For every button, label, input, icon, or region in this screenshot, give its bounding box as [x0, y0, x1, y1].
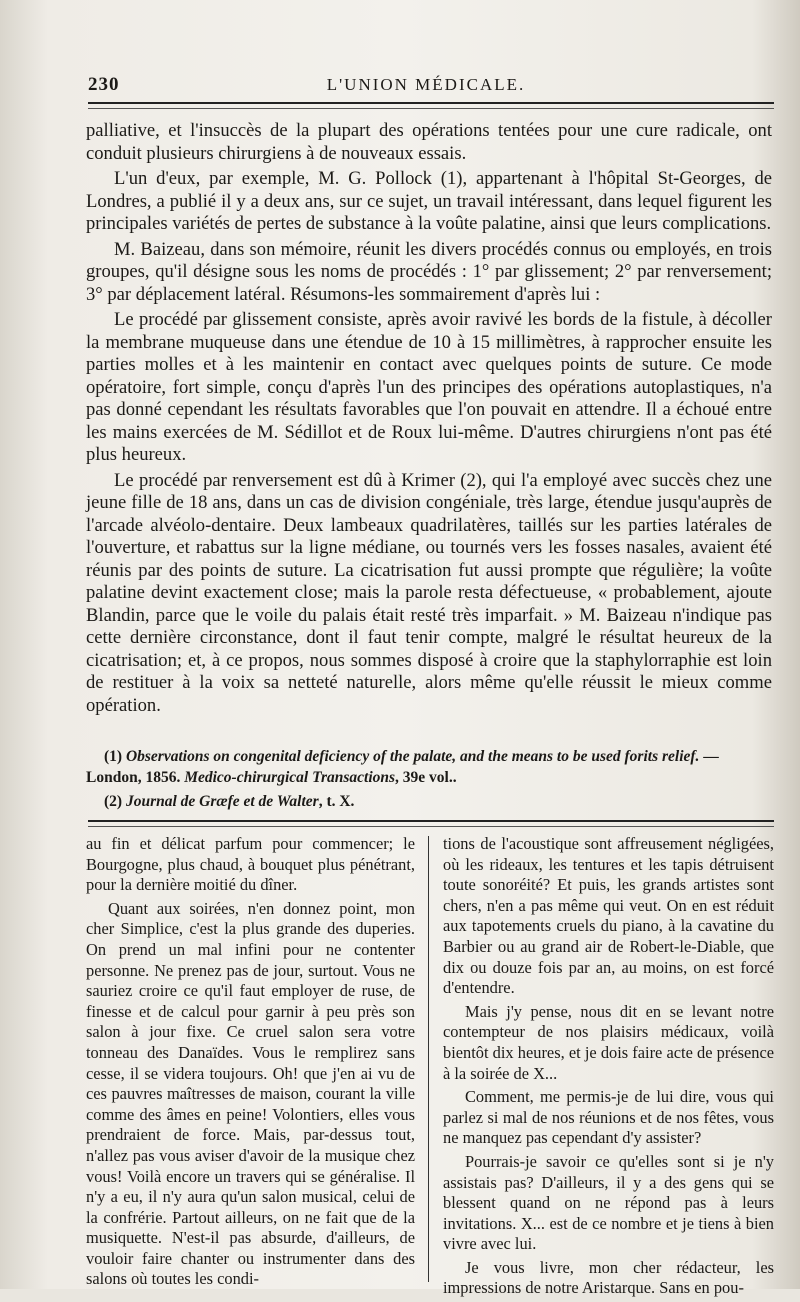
footnote-1 [86, 746, 772, 788]
footnote-text: — London, 1856. [86, 748, 719, 786]
footnote-text: , t. X. [318, 793, 355, 810]
paragraph: Le procédé par renversement est dû à Krimer (2), qui l'a employé avec succès chez une jeune fille de 18 ans, dans un cas de division congéniale, très large, étendue jusqu'auprès de l'arcade alvéolo-dentaire. Deux lambeaux quadrilatères, taillés sur les parties latérales de l'ouverture, et rabattus sur la ligne médiane, ou tournés vers les fosses nasales, avaient été réunis par des points de suture. La cicatrisation fut aussi prompte que régulière; la voûte palatine devint exactement close; mais la parole resta défectueuse, « probablement, ajoute Blandin, parce que le voile du palais était resté très imparfait. » M. Baizeau n'indique pas cette dernière circonstance, dont il faut tenir compte, malgré le résultat heureux de la cicatrisation; et, à ce propos, nous sommes disposé à croire que la staphylorraphie est loin de restituer à la voix sa netteté naturelle, alors même qu'elle réussit le mieux comme opération. [86, 469, 772, 716]
footnote-volume: , 39e vol.. [395, 769, 457, 786]
paragraph: Mais j'y pense, nous dit en se levant notre contempteur de nos plaisirs médicaux, voilà bientôt dix heures, et je dois faire acte de présence à la soirée de X... [443, 1001, 774, 1083]
main-article [86, 120, 772, 720]
column-divider [428, 836, 429, 1282]
paragraph: M. Baizeau, dans son mémoire, réunit les divers procédés connus ou employés, en trois groupes, qu'il désigne sous les noms de procédés : 1° par glissement; 2° par renversement; 3° par déplacement latéral. Résumons-les sommairement d'après lui : [86, 238, 772, 305]
footnote-marker: (2) [104, 793, 123, 810]
paragraph: Comment, me permis-je de lui dire, vous qui parlez si mal de nos réunions et de nos fêtes, vous ne manquez pas cependant d'y assister? [443, 1087, 774, 1148]
header-rule [88, 102, 774, 104]
footnotes [86, 746, 772, 815]
feuilleton-left-column [86, 834, 415, 1293]
paragraph: tions de l'acoustique sont affreusement négligées, où les rideaux, les tentures et les tapis détruisent toute sonoréité? Et puis, les grands artistes sont chers, n'en a pas même qui veut. On en est réduit aux tapotements cruels du piano, à la cavatine du Barbier ou au grand air de Robert-le-Diable, que dix ou douze fois par an, au moins, on est forcé d'entendre. [443, 834, 774, 998]
feuilleton-right-column [443, 834, 774, 1302]
paragraph: Quant aux soirées, n'en donnez point, mon cher Simplice, c'est la plus grande des duperies. On prend un mal infini pour ne contenter personne. Ne prenez pas de jour, surtout. Vous ne sauriez croire ce qu'il faut employer de ruse, de finesse et de calcul pour garnir à peu près son salon à jour fixe. Ce cruel salon sera votre tonneau des Danaïdes. Vous le remplirez sans cesse, il se videra toujours. Oh! que j'en ai vu de ces pauvres maîtresses de maison, courant la ville comme des âmes en peine! Volontiers, elles vous prendraient de force. Mais, par-dessus tout, n'allez pas vous aviser d'avoir de la musique chez vous! Voilà encore un travers qui se généralise. Il n'y a eu, il n'y aura qu'un salon musical, celui de la confrérie. Partout ailleurs, on ne fait que de la musiquette. N'est-il pas absurde, d'ailleurs, de vouloir faire chanter ou instrumenter dans des salons où toutes les condi- [86, 898, 415, 1289]
paragraph: au fin et délicat parfum pour commencer; le Bourgogne, plus chaud, à bouquet plus pénétrant, pour la dernière moitié du dîner. [86, 834, 415, 895]
footnote-2 [86, 791, 772, 812]
footnote-marker: (1) [104, 748, 123, 765]
footnote-journal: Medico-chirurgical Transactions [184, 769, 396, 786]
feuilleton-rule [88, 820, 774, 822]
paragraph: Je vous livre, mon cher rédacteur, les impressions de notre Aristarque. Sans en pou- [443, 1257, 774, 1298]
footnote-title: Observations on congenital deficiency of the palate, and the means to be used forits relief. [125, 748, 700, 765]
footnote-journal: Journal de Græfe et de Walter [125, 793, 319, 810]
paragraph: Le procédé par glissement consiste, après avoir ravivé les bords de la fistule, à décoller la membrane muqueuse dans une étendue de 10 à 15 millimètres, à rapprocher ensuite les parties molles et à les maintenir en contact avec quelques points de suture. Ce mode opératoire, fort simple, conçu d'après l'un des principes des opérations autoplastiques, n'a pas donné cependant les résultats favorables que l'on pouvait en attendre. Il a échoué entre les mains exercées de M. Sédillot et de Roux lui-même. D'autres chirurgiens n'ont pas été plus heureux. [86, 309, 772, 465]
paragraph: Pourrais-je savoir ce qu'elles sont si je n'y assistais pas? D'ailleurs, il y a des gens qui se blessent quand on ne répond pas à leurs invitations. X... est de ce nombre et je tiens à bien vivre avec lui. [443, 1151, 774, 1254]
paragraph: palliative, et l'insuccès de la plupart des opérations tentées pour une cure radicale, ont conduit plusieurs chirurgiens à de nouveaux essais. [86, 120, 772, 164]
page-number: 230 [88, 74, 120, 95]
running-title: L'UNION MÉDICALE. [326, 75, 526, 94]
paragraph: L'un d'eux, par exemple, M. G. Pollock (1), appartenant à l'hôpital St-Georges, de Londres, a publié il y a deux ans, sur ce sujet, un travail intéressant, dans lequel figurent les principales variétés de pertes de substance à la voûte palatine, ainsi que leurs complications. [86, 168, 772, 234]
header-rule-thin [88, 108, 774, 109]
feuilleton-rule-thin [88, 826, 774, 827]
page-header [88, 74, 764, 98]
